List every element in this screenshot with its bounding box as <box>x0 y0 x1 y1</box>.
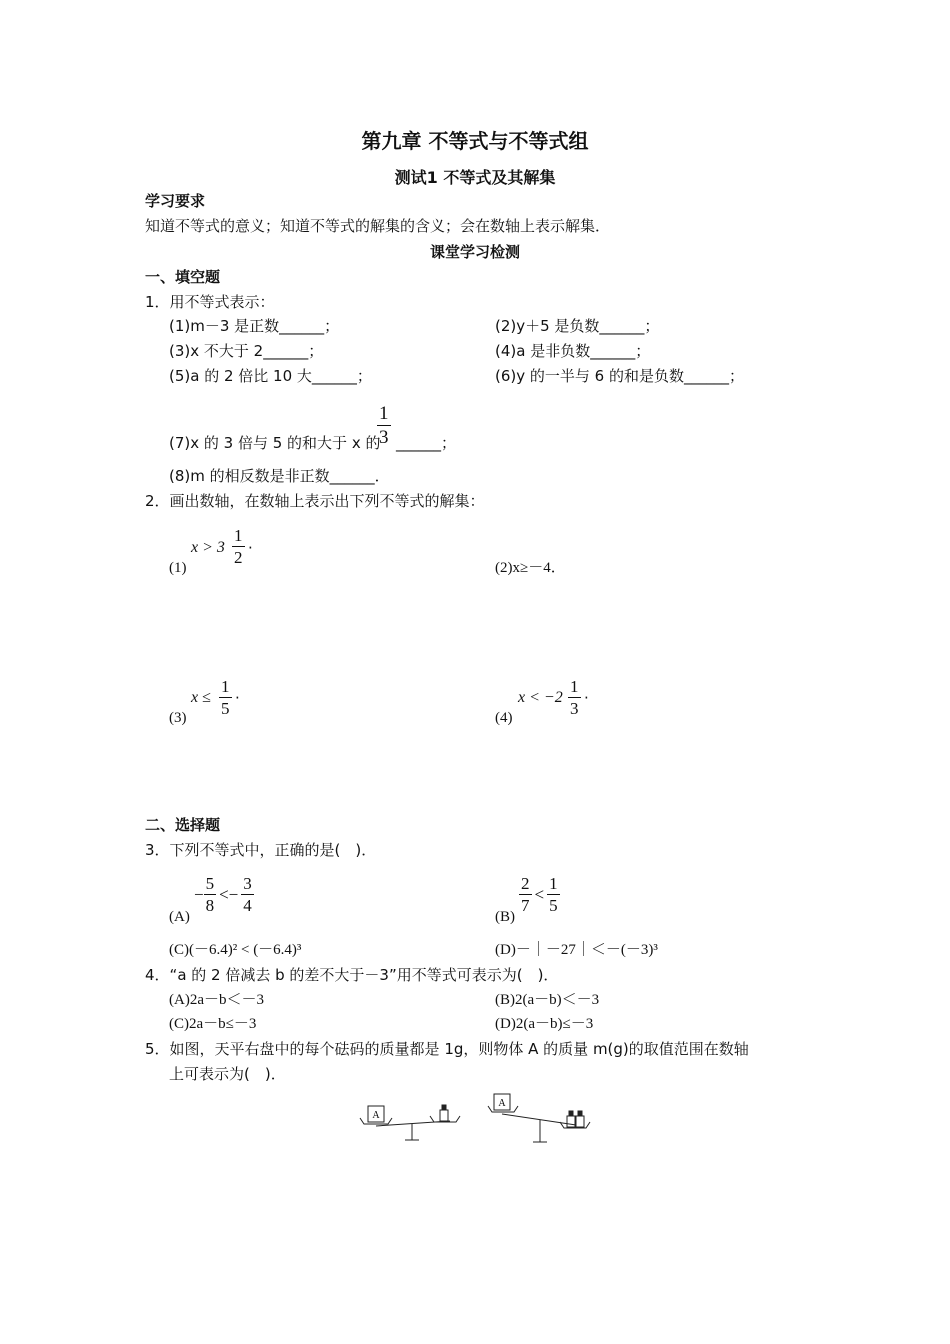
fraction-b1 <box>519 875 532 914</box>
q1-item-8: (8)m 的相反数是非正数______． <box>169 467 390 485</box>
q2-s3-label: (3) <box>169 710 187 726</box>
q2-s1-dot: · <box>248 539 253 557</box>
q1-item-7-blank: ______； <box>396 434 457 452</box>
requirements-heading: 学习要求 <box>145 192 206 210</box>
fraction-denominator: 4 <box>243 896 252 915</box>
fraction-numerator: 1 <box>570 677 579 696</box>
balance-scales-figure <box>350 1090 610 1150</box>
q1-item-6: (6)y 的一半与 6 的和是负数______； <box>495 367 744 385</box>
fraction-numerator: 1 <box>549 874 558 893</box>
q2-s1-expr: x > 3 <box>191 539 225 556</box>
q3-option-b-label: (B) <box>495 909 515 925</box>
q4-option-b: (B)2(a－b)＜－3 <box>495 992 600 1008</box>
q3-option-d: (D)－｜－27｜＜－(－3)³ <box>495 942 658 958</box>
q1-item-5: (5)a 的 2 倍比 10 大______； <box>169 367 372 385</box>
minus-sign: − <box>194 885 204 904</box>
fraction-denominator: 2 <box>234 548 243 567</box>
q2-s4-expr: x < −2 <box>518 689 563 706</box>
q2-s1-label: (1) <box>169 560 187 576</box>
q4-option-a: (A)2a－b＜－3 <box>169 992 264 1008</box>
fraction-denominator: 5 <box>549 896 558 915</box>
test-subtitle: 测试1 不等式及其解集 <box>394 168 556 187</box>
less-than-sign: <− <box>219 885 239 904</box>
fraction-b2 <box>547 875 560 914</box>
fraction-denominator: 3 <box>570 699 579 718</box>
section-center-heading: 课堂学习检测 <box>429 243 520 261</box>
q1-item-7-text: (7)x 的 3 倍与 5 的和大于 x 的 <box>169 434 381 452</box>
fraction-denominator: 8 <box>205 896 215 915</box>
q1-stem: 1．用不等式表示： <box>145 293 275 311</box>
q5-line-2: 上可表示为( )． <box>169 1065 286 1083</box>
q3-option-c: (C)(－6.4)² < (－6.4)³ <box>169 942 302 958</box>
fraction-numerator: 1 <box>221 677 230 696</box>
fraction-a1 <box>204 875 217 914</box>
fraction-denominator: 7 <box>521 896 530 915</box>
q2-stem: 2．画出数轴，在数轴上表示出下列不等式的解集： <box>145 492 485 510</box>
q4-stem: 4．“a 的 2 倍减去 b 的差不大于－3”用不等式可表示为( )． <box>145 966 559 984</box>
q1-item-1: (1)m－3 是正数______； <box>169 317 340 335</box>
q1-item-4: (4)a 是非负数______； <box>495 342 651 360</box>
q3-option-a-label: (A) <box>169 909 190 925</box>
q2-s3-expr: x ≤ <box>191 689 211 706</box>
q3-option-a-expr <box>194 875 254 914</box>
fraction-numerator: 2 <box>521 874 530 893</box>
q1-item-3: (3)x 不大于 2______； <box>169 342 324 360</box>
fraction-numerator: 1 <box>379 403 389 424</box>
balance-right-box-label: A <box>498 1098 506 1109</box>
q2-s3-dot: · <box>235 689 240 707</box>
chapter-title: 第九章 不等式与不等式组 <box>361 129 589 153</box>
q4-option-d: (D)2(a－b)≤－3 <box>495 1016 594 1032</box>
q2-s3-fraction <box>219 678 232 717</box>
q2-s2: (2)x≥－4． <box>495 560 566 576</box>
q2-s4-fraction <box>568 678 581 717</box>
fraction-a2 <box>241 875 254 914</box>
requirements-text: 知道不等式的意义；知道不等式的解集的含义；会在数轴上表示解集． <box>145 217 611 235</box>
fraction-numerator: 3 <box>243 874 252 893</box>
q2-s1-fraction <box>232 527 245 566</box>
fraction-denominator: 3 <box>379 427 389 448</box>
q1-item-2: (2)y＋5 是负数______； <box>495 317 660 335</box>
q3-stem: 3．下列不等式中，正确的是( )． <box>145 841 377 859</box>
part1-heading: 一、填空题 <box>145 268 221 286</box>
balance-left-box-label: A <box>372 1110 380 1121</box>
q4-option-c: (C)2a－b≤－3 <box>169 1016 257 1032</box>
part2-heading: 二、选择题 <box>145 816 221 834</box>
q2-s4-dot: · <box>584 689 589 707</box>
fraction-numerator: 1 <box>234 526 243 545</box>
q1-item-7-fraction <box>377 404 391 447</box>
q2-s4-label: (4) <box>495 710 513 726</box>
q5-line-1: 5．如图，天平右盘中的每个砝码的质量都是 1g，则物体 A 的质量 m(g)的取值范围在数轴 <box>145 1040 749 1058</box>
fraction-denominator: 5 <box>221 699 230 718</box>
q3-option-b-expr <box>519 875 560 914</box>
fraction-numerator: 5 <box>205 874 215 893</box>
less-than-sign: < <box>534 885 545 904</box>
